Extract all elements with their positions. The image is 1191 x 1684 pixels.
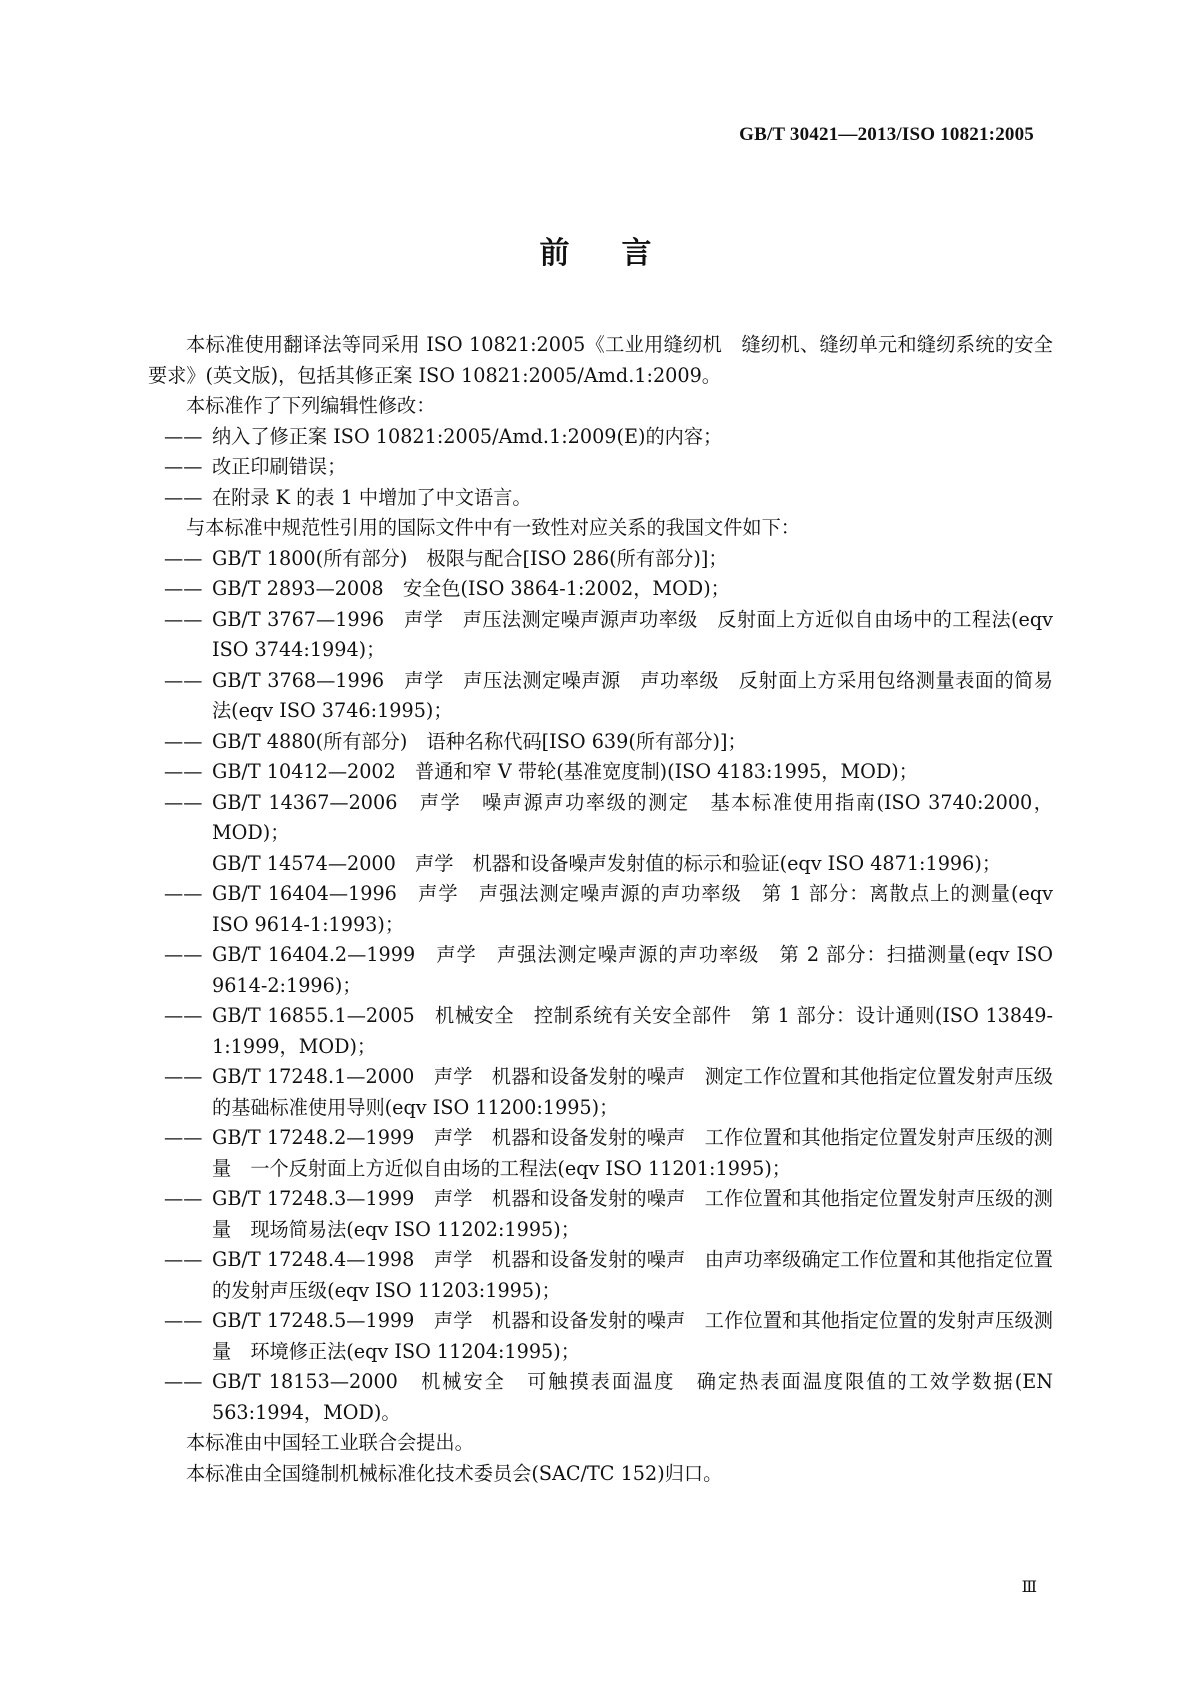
edit-list-item bbox=[148, 422, 1053, 453]
list-dash: —— bbox=[164, 577, 203, 600]
list-dash: —— bbox=[164, 760, 203, 783]
list-item-text: 纳入了修正案 ISO 10821:2005/Amd.1:2009(E)的内容； bbox=[212, 424, 723, 448]
list-dash: —— bbox=[164, 882, 203, 905]
reference-list-item bbox=[148, 666, 1053, 727]
list-item-text: GB/T 14574—2000 声学 机器和设备噪声发射值的标示和验证(eqv ISO 4871:1996)； bbox=[212, 851, 1002, 875]
list-item-text: GB/T 17248.5—1999 声学 机器和设备发射的噪声 工作位置和其他指定位置的发射声压级测量 环境修正法(eqv ISO 11204:1995)； bbox=[212, 1309, 1053, 1363]
list-dash: —— bbox=[164, 1309, 203, 1332]
reference-list-item bbox=[148, 788, 1053, 849]
reference-list-item bbox=[148, 1245, 1053, 1306]
list-dash: —— bbox=[164, 790, 203, 814]
reference-list-item bbox=[148, 1367, 1053, 1428]
list-dash: —— bbox=[164, 729, 203, 753]
list-dash: —— bbox=[164, 1126, 203, 1149]
list-dash: —— bbox=[164, 1187, 203, 1210]
foreword-body bbox=[148, 330, 1053, 1489]
list-dash: —— bbox=[164, 1004, 203, 1027]
list-item-text: GB/T 17248.4—1998 声学 机器和设备发射的噪声 由声功率级确定工作位置和其他指定位置的发射声压级(eqv ISO 11203:1995)； bbox=[212, 1248, 1053, 1302]
list-dash: —— bbox=[164, 546, 203, 570]
list-dash: —— bbox=[164, 424, 203, 448]
list-dash: —— bbox=[164, 668, 203, 692]
list-dash: —— bbox=[164, 1248, 203, 1271]
reference-list-item bbox=[148, 544, 1053, 575]
reference-list-item bbox=[148, 574, 1053, 605]
reference-list-item bbox=[148, 940, 1053, 1001]
reference-list-item bbox=[148, 1062, 1053, 1123]
list-dash: —— bbox=[164, 455, 203, 478]
list-item-text: GB/T 14367—2006 声学 噪声源声功率级的测定 基本标准使用指南(ISO 3740:2000，MOD)； bbox=[212, 790, 1053, 844]
intro-paragraph: 本标准使用翻译法等同采用 ISO 10821:2005《工业用缝纫机 缝纫机、缝纫单元和缝纫系统的安全要求》(英文版)，包括其修正案 ISO 10821:2005/Amd.1:2009。 bbox=[148, 333, 1053, 387]
list-dash: —— bbox=[164, 1370, 203, 1393]
reference-list-item bbox=[148, 1001, 1053, 1062]
intro-paragraph: 本标准作了下列编辑性修改： bbox=[186, 394, 436, 417]
list-item-text: GB/T 17248.3—1999 声学 机器和设备发射的噪声 工作位置和其他指定位置发射声压级的测量 现场简易法(eqv ISO 11202:1995)； bbox=[212, 1187, 1053, 1241]
references-intro: 与本标准中规范性引用的国际文件中有一致性对应关系的我国文件如下： bbox=[186, 516, 800, 539]
list-dash: —— bbox=[164, 607, 203, 631]
list-item-text: GB/T 4880(所有部分) 语种名称代码[ISO 639(所有部分)]； bbox=[212, 729, 747, 753]
list-dash: —— bbox=[164, 1065, 203, 1088]
list-item-text: GB/T 10412—2002 普通和窄 V 带轮(基准宽度制)(ISO 4183:1995，MOD)； bbox=[212, 760, 918, 783]
closing-paragraph: 本标准由中国轻工业联合会提出。 bbox=[186, 1431, 474, 1454]
list-item-text: GB/T 16404—1996 声学 声强法测定噪声源的声功率级 第 1 部分：离散点上的测量(eqv ISO 9614-1:1993)； bbox=[212, 882, 1053, 936]
list-dash: —— bbox=[164, 943, 203, 966]
list-item-text: GB/T 18153—2000 机械安全 可触摸表面温度 确定热表面温度限值的工效学数据(EN 563:1994，MOD)。 bbox=[212, 1370, 1053, 1424]
edit-list-item bbox=[148, 452, 1053, 483]
list-item-text: 在附录 K 的表 1 中增加了中文语言。 bbox=[212, 485, 532, 509]
reference-list-item bbox=[148, 727, 1053, 758]
edit-list-item bbox=[148, 483, 1053, 514]
list-dash: —— bbox=[164, 485, 203, 509]
list-item-text: GB/T 2893—2008 安全色(ISO 3864-1:2002，MOD)； bbox=[212, 577, 730, 600]
reference-list-item bbox=[148, 1123, 1053, 1184]
reference-list-item bbox=[148, 1184, 1053, 1245]
reference-list-item bbox=[148, 605, 1053, 666]
closing-paragraph: 本标准由全国缝制机械标准化技术委员会(SAC/TC 152)归口。 bbox=[186, 1461, 723, 1485]
reference-list-item bbox=[148, 1306, 1053, 1367]
page-number: Ⅲ bbox=[1021, 1577, 1037, 1596]
list-item-text: GB/T 16855.1—2005 机械安全 控制系统有关安全部件 第 1 部分：设计通则(ISO 13849-1:1999，MOD)； bbox=[212, 1004, 1053, 1058]
reference-list-item bbox=[148, 879, 1053, 940]
reference-list-item bbox=[148, 849, 1053, 880]
list-item-text: GB/T 16404.2—1999 声学 声强法测定噪声源的声功率级 第 2 部分：扫描测量(eqv ISO 9614-2:1996)； bbox=[212, 943, 1053, 997]
list-item-text: 改正印刷错误； bbox=[212, 455, 347, 478]
list-item-text: GB/T 1800(所有部分) 极限与配合[ISO 286(所有部分)]； bbox=[212, 546, 728, 570]
list-item-text: GB/T 17248.1—2000 声学 机器和设备发射的噪声 测定工作位置和其他指定位置发射声压级的基础标准使用导则(eqv ISO 11200:1995)； bbox=[212, 1065, 1053, 1119]
list-item-text: GB/T 3768—1996 声学 声压法测定噪声源 声功率级 反射面上方采用包络测量表面的简易法(eqv ISO 3746:1995)； bbox=[212, 668, 1053, 722]
list-item-text: GB/T 3767—1996 声学 声压法测定噪声源声功率级 反射面上方近似自由场中的工程法(eqv ISO 3744:1994)； bbox=[212, 607, 1053, 661]
standard-number-header: GB/T 30421—2013/ISO 10821:2005 bbox=[739, 124, 1034, 145]
page-title: 前言 bbox=[539, 236, 704, 271]
list-item-text: GB/T 17248.2—1999 声学 机器和设备发射的噪声 工作位置和其他指定位置发射声压级的测量 一个反射面上方近似自由场的工程法(eqv ISO 11201:1995)； bbox=[212, 1126, 1053, 1180]
reference-list-item bbox=[148, 757, 1053, 788]
